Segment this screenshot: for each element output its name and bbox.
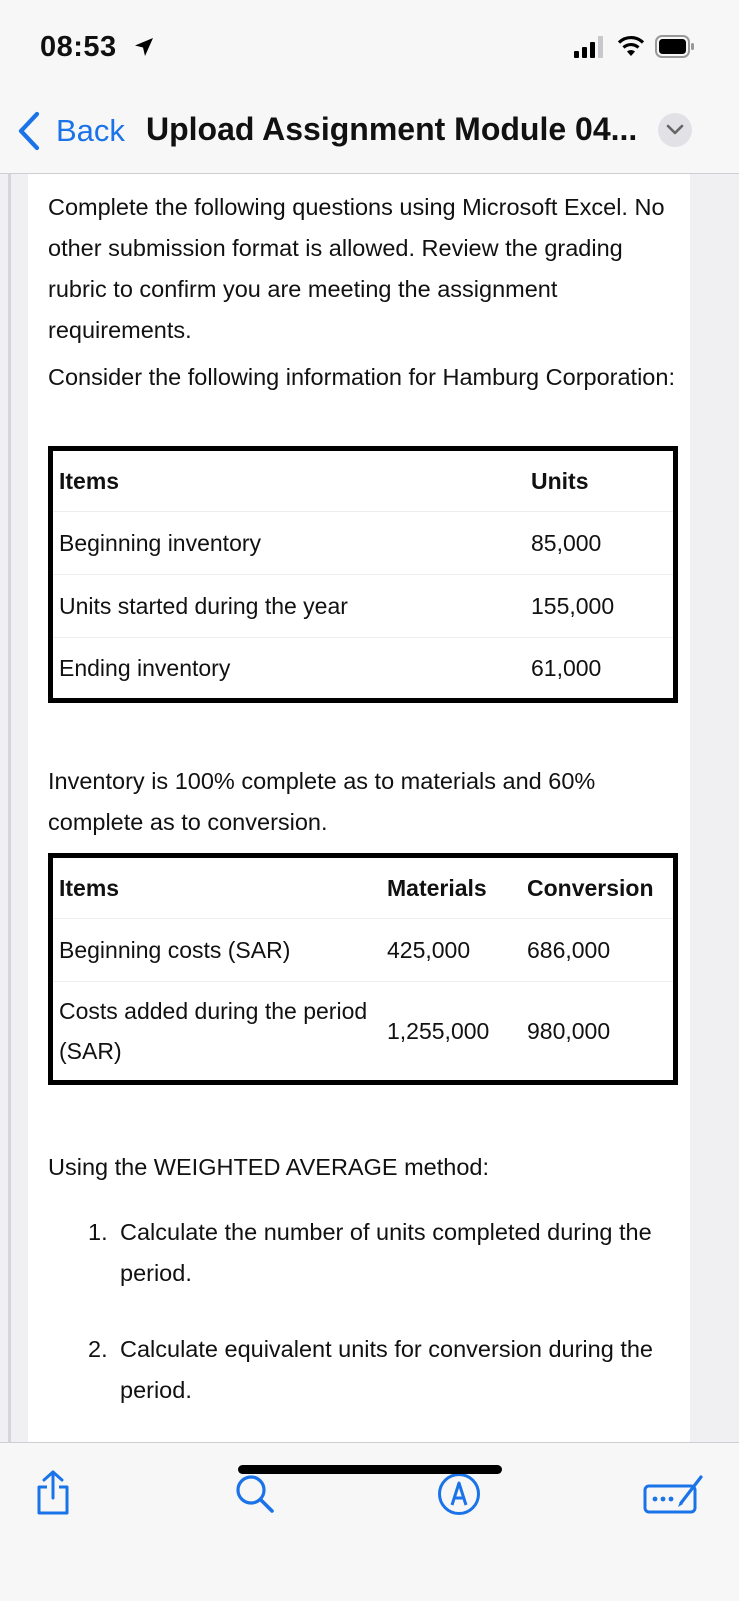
document-viewer[interactable]	[0, 174, 739, 1442]
table-cell: 61,000	[525, 638, 676, 701]
list-item	[58, 1212, 678, 1294]
title-menu-button[interactable]	[658, 113, 692, 147]
table-cell: Beginning inventory	[51, 512, 526, 575]
table-cell: 85,000	[525, 512, 676, 575]
navigation-bar	[0, 95, 739, 174]
table-cell: 155,000	[525, 575, 676, 638]
table-row	[51, 575, 676, 638]
list-item	[58, 1329, 678, 1411]
table-row	[51, 638, 676, 701]
location-arrow-icon	[134, 37, 154, 57]
table-cell: 980,000	[521, 982, 676, 1083]
costs-table	[48, 853, 678, 1085]
table-header-cell: Items	[59, 874, 120, 901]
back-label: Back	[56, 113, 125, 148]
document-page	[28, 174, 690, 1442]
status-bar	[0, 0, 739, 95]
scroll-rail	[8, 174, 11, 1442]
home-indicator[interactable]	[238, 1465, 502, 1474]
table-row	[51, 512, 676, 575]
table-cell: 425,000	[381, 919, 521, 982]
wifi-icon	[617, 35, 645, 57]
table-header-cell: Conversion	[527, 874, 654, 901]
table-cell: Units started during the year	[51, 575, 526, 638]
table-header-row	[51, 856, 676, 919]
consider-paragraph: Consider the following information for Hamburg Corporation:	[48, 364, 675, 390]
status-time: 08:53	[40, 31, 117, 63]
inventory-note: Inventory is 100% complete as to materials and 60% complete as to conversion.	[48, 768, 596, 835]
table-cell: Ending inventory	[51, 638, 526, 701]
table-header-cell: Materials	[387, 874, 487, 901]
list-number: 1.	[88, 1219, 108, 1245]
table-cell: Costs added during the period (SAR)	[51, 982, 382, 1083]
markup-icon[interactable]	[437, 1472, 481, 1516]
page-title: Upload Assignment Module 04...	[146, 111, 638, 147]
cellular-signal-icon	[574, 36, 608, 58]
intro-paragraph: Complete the following questions using Microsoft Excel. No other submission format is allowed. Review the grading rubric to confirm you are meeting the assignment requirements.	[48, 194, 665, 343]
table-row	[51, 982, 676, 1083]
table-cell: Beginning costs (SAR)	[51, 919, 382, 982]
question-text: Calculate the number of units completed during the period.	[120, 1219, 652, 1286]
search-icon[interactable]	[234, 1473, 276, 1515]
chevron-down-icon	[666, 124, 684, 136]
table-cell: 1,255,000	[381, 982, 521, 1083]
units-table	[48, 446, 678, 703]
question-text: Calculate equivalent units for conversion during the period.	[120, 1336, 653, 1403]
table-header-row	[51, 449, 676, 512]
table-header-cell: Items	[59, 467, 120, 494]
table-row	[51, 919, 676, 982]
share-icon[interactable]	[34, 1470, 72, 1516]
method-paragraph: Using the WEIGHTED AVERAGE method:	[48, 1154, 489, 1180]
table-cell: 686,000	[521, 919, 676, 982]
question-list	[58, 1212, 678, 1442]
table-header-cell: Units	[531, 467, 589, 494]
chevron-left-icon	[16, 111, 42, 151]
back-button[interactable]	[16, 109, 125, 153]
keyboard-edit-icon[interactable]	[643, 1473, 705, 1515]
battery-icon	[655, 35, 695, 59]
list-number: 2.	[88, 1336, 108, 1362]
